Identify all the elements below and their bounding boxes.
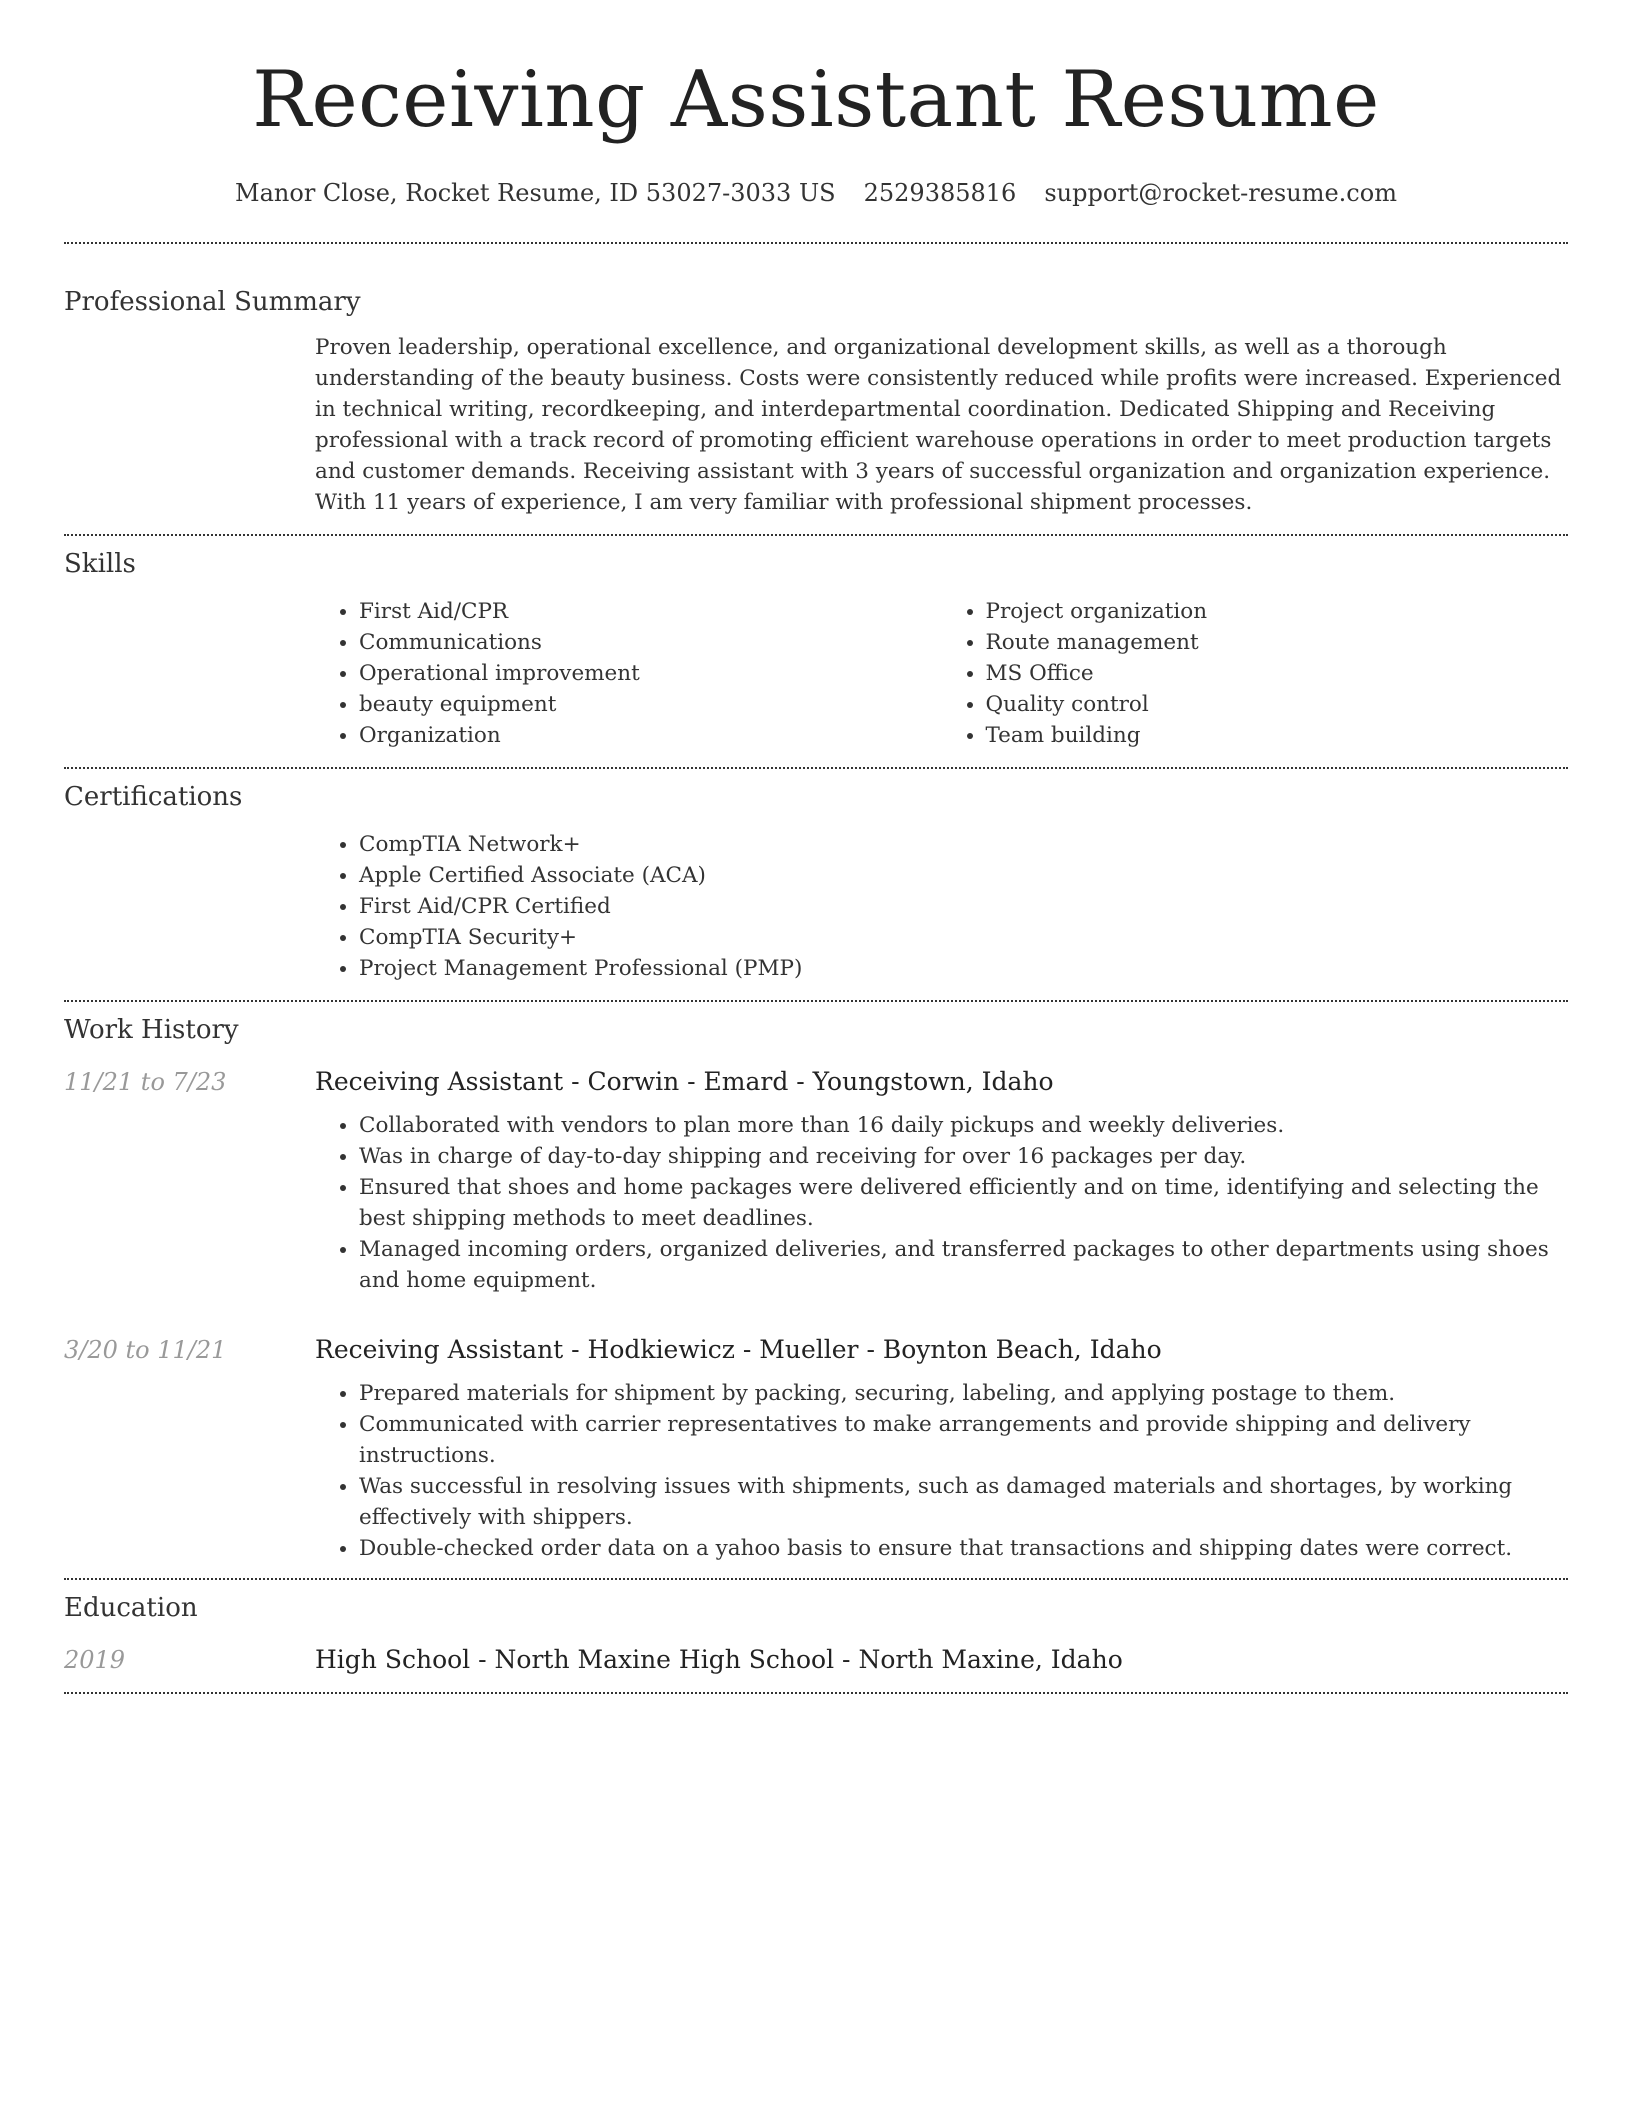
skill-item: • Operational improvement	[359, 658, 942, 689]
job-dates: 11/21 to 7/23	[64, 1068, 227, 1096]
job-title: Receiving Assistant - Corwin - Emard - Youngstown, Idaho	[315, 1067, 1054, 1096]
skill-item: • MS Office	[986, 658, 1569, 689]
skills-list-right	[942, 596, 1569, 751]
job-bullet: • Was successful in resolving issues with shipments, such as damaged materials and shortages, by working effectively with shippers.	[359, 1471, 1568, 1533]
job-bullet: • Ensured that shoes and home packages were delivered efficiently and on time, identifying and selecting the best shipping methods to meet deadlines.	[359, 1172, 1568, 1234]
skills-grid	[315, 580, 1568, 767]
job-entry	[64, 1046, 1568, 1296]
skill-item: • First Aid/CPR	[359, 596, 942, 627]
section-title-education: Education	[64, 1593, 198, 1623]
certifications-list	[315, 829, 1568, 984]
education-title: High School - North Maxine High School - North Maxine, Idaho	[315, 1645, 1123, 1674]
job-entry	[64, 1296, 1568, 1578]
skill-item: • Quality control	[986, 689, 1569, 720]
skill-item: • Route management	[986, 627, 1569, 658]
certifications-section	[64, 769, 1568, 1000]
job-details	[315, 1066, 1568, 1296]
job-bullets-wrap	[315, 1366, 1568, 1564]
job-bullets-wrap	[315, 1098, 1568, 1296]
summary-section	[64, 244, 1568, 534]
job-bullet: • Was in charge of day-to-day shipping and receiving for over 16 packages per day.	[359, 1141, 1568, 1172]
certification-item: • CompTIA Network+	[359, 829, 1568, 860]
divider	[64, 1692, 1568, 1694]
contact-address: Manor Close, Rocket Resume, ID 53027-3033 US	[235, 179, 836, 207]
contact-email: support@rocket-resume.com	[1044, 179, 1397, 207]
education-section	[64, 1580, 1568, 1692]
certification-item: • CompTIA Security+	[359, 922, 1568, 953]
job-bullet: • Prepared materials for shipment by packing, securing, labeling, and applying postage to them.	[359, 1378, 1568, 1409]
skills-list-left	[315, 596, 942, 751]
section-title-summary: Professional Summary	[64, 287, 361, 317]
certification-item: • Apple Certified Associate (ACA)	[359, 860, 1568, 891]
summary-text: Proven leadership, operational excellence, and organizational development skills, as well as a thorough understanding of the beauty business. Costs were consistently reduced while profits were increased. Experienced in technical writing, recordkeeping, and interdepartmental coordination. Dedicated Shipping and Receiving professional with a track record of promoting efficient warehouse operations in order to meet production targets and customer demands. Receiving assistant with 3 years of successful organization and organization experience. With 11 years of experience, I am very familiar with professional shipment processes.	[315, 335, 1562, 515]
resume-title: Receiving Assistant Resume	[252, 55, 1380, 145]
skill-item: • Organization	[359, 720, 942, 751]
skill-item: • Project organization	[986, 596, 1569, 627]
skills-section	[64, 536, 1568, 767]
section-title-certifications: Certifications	[64, 782, 243, 812]
job-bullet: • Managed incoming orders, organized deliveries, and transferred packages to other departments using shoes and home equipment.	[359, 1234, 1568, 1296]
job-title: Receiving Assistant - Hodkiewicz - Mueller - Boynton Beach, Idaho	[315, 1335, 1162, 1364]
section-title-skills: Skills	[64, 549, 136, 579]
job-bullet: • Double-checked order data on a yahoo basis to ensure that transactions and shipping dates were correct.	[359, 1533, 1568, 1564]
job-bullet: • Communicated with carrier representatives to make arrangements and provide shipping and delivery instructions.	[359, 1409, 1568, 1471]
contact-line	[64, 178, 1568, 208]
education-details	[315, 1644, 1568, 1676]
job-details	[315, 1334, 1568, 1564]
certification-item: • First Aid/CPR Certified	[359, 891, 1568, 922]
contact-phone: 2529385816	[863, 179, 1017, 207]
job-bullets	[315, 1110, 1568, 1296]
job-bullets	[315, 1378, 1568, 1564]
education-year: 2019	[64, 1646, 126, 1674]
education-entry	[64, 1624, 1568, 1692]
section-title-work-history: Work History	[64, 1015, 239, 1045]
job-bullet: • Collaborated with vendors to plan more than 16 daily pickups and weekly deliveries.	[359, 1110, 1568, 1141]
work-history-section	[64, 1002, 1568, 1578]
certification-item: • Project Management Professional (PMP)	[359, 953, 1568, 984]
skill-item: • beauty equipment	[359, 689, 942, 720]
skill-item: • Communications	[359, 627, 942, 658]
skill-item: • Team building	[986, 720, 1569, 751]
job-dates: 3/20 to 11/21	[64, 1336, 227, 1364]
certifications-list-wrap	[315, 813, 1568, 1000]
